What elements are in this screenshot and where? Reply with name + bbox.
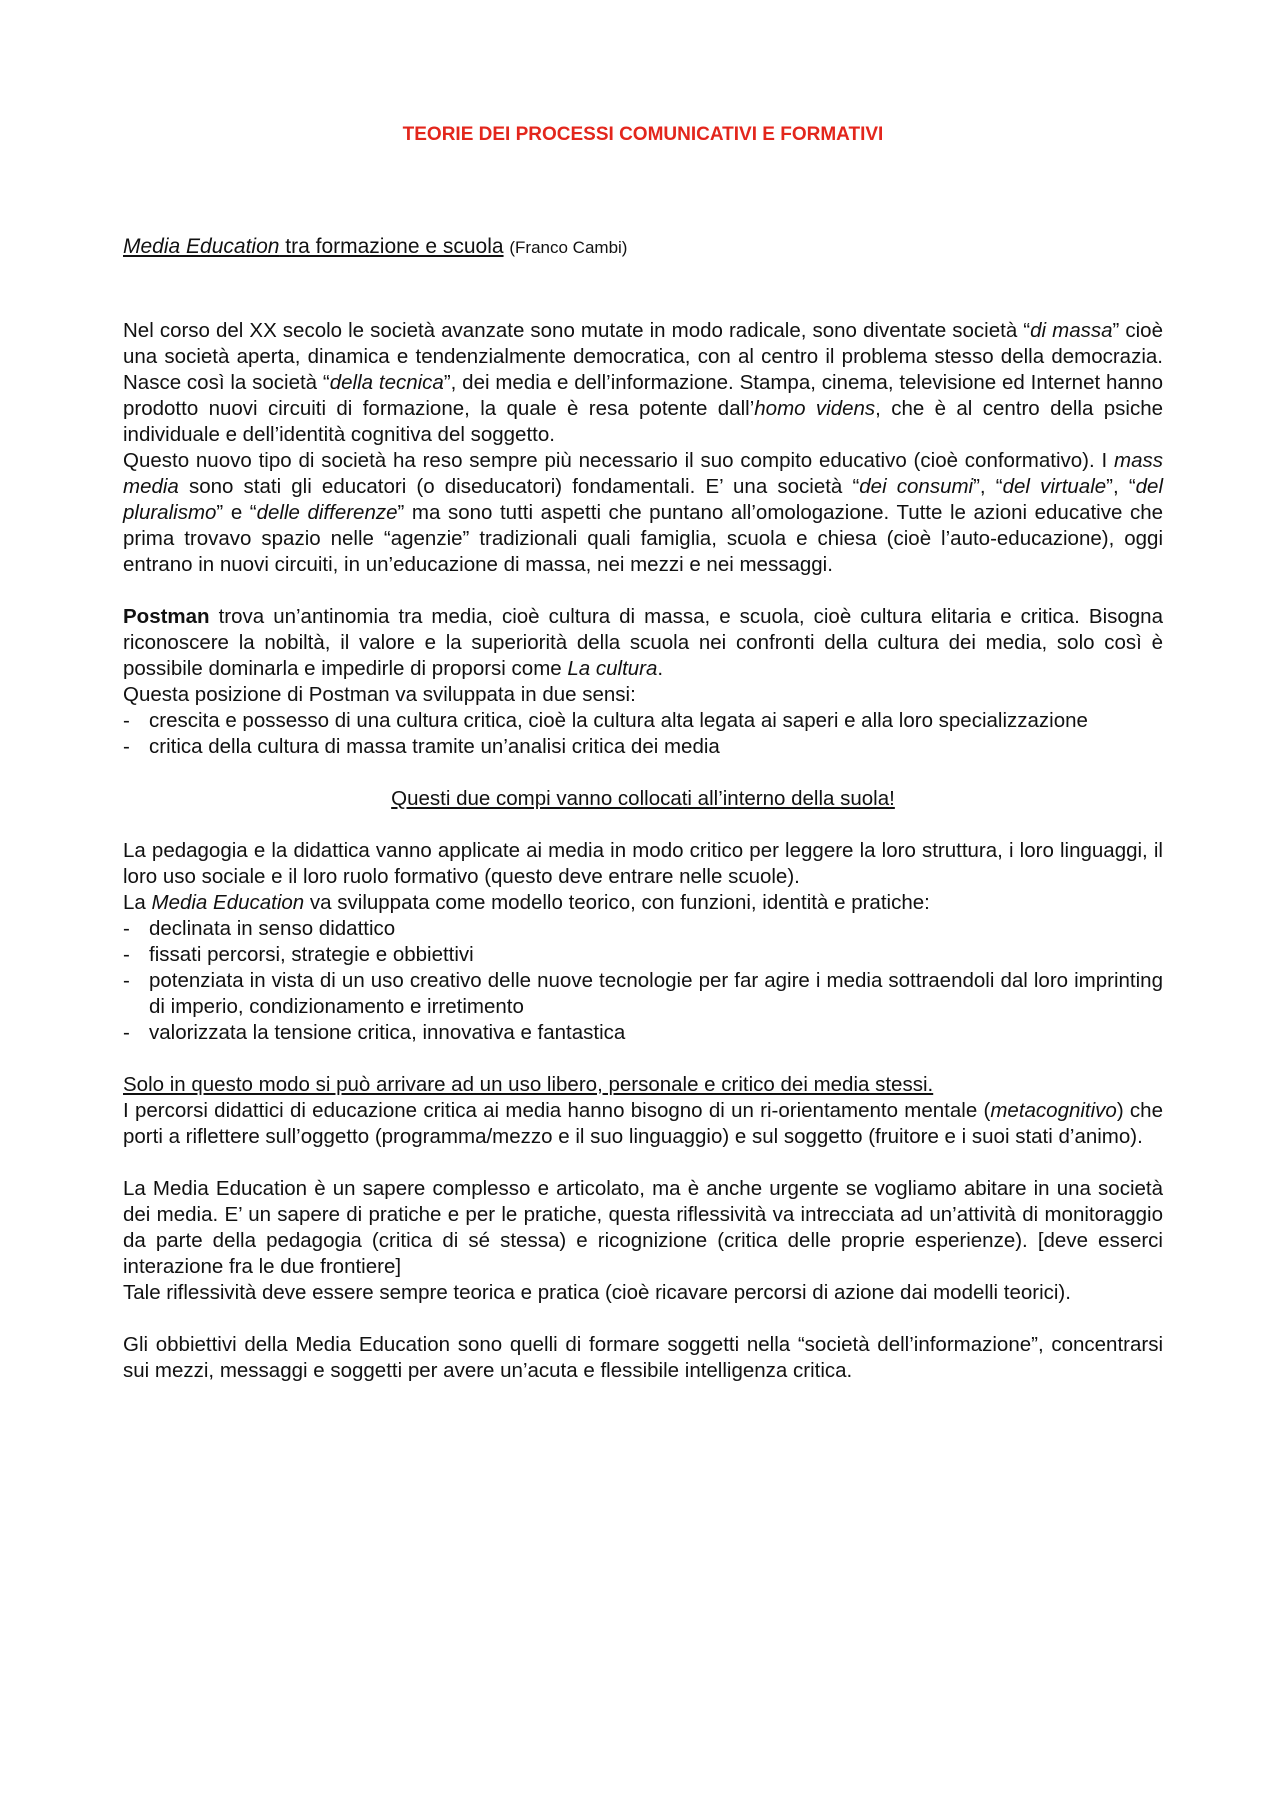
- paragraph-8: [123, 1098, 1163, 1150]
- list-1: [123, 708, 1163, 760]
- paragraph-7: [123, 1072, 1163, 1098]
- p6-text: va sviluppata come modello teorico, con funzioni, identità e pratiche:: [304, 891, 930, 914]
- p8-text: ) che porti a riflettere sull’oggetto (programma/mezzo e il suo linguaggio) e sul soggetto (fruitore e i suoi stati d’animo).: [123, 1099, 1163, 1148]
- document-title: TEORIE DEI PROCESSI COMUNICATIVI E FORMATIVI: [402, 124, 884, 145]
- p2-text: sono stati gli educatori (o diseducatori) fondamentali. E’ una società “: [178, 475, 860, 498]
- section-author: (Franco Cambi): [509, 238, 628, 257]
- p2-emphasis: dei consumi: [859, 475, 974, 498]
- paragraph-4: Questa posizione di Postman va sviluppata in due sensi:: [123, 683, 636, 706]
- p1-text: Nel corso del XX secolo le società avanzate sono mutate in modo radicale, sono diventate società “: [123, 319, 1031, 342]
- p2-emphasis: delle differenze: [256, 501, 398, 524]
- paragraph-2: [123, 448, 1163, 578]
- list-2: [123, 916, 1163, 1046]
- paragraph-5: La pedagogia e la didattica vanno applicate ai media in modo critico per leggere la loro struttura, i loro linguaggi, il loro uso sociale e il loro ruolo formativo (questo deve entrare nelle scuole).: [123, 839, 1163, 888]
- p2-text: ”, “: [1106, 475, 1136, 498]
- p2-text: ”, “: [973, 475, 1003, 498]
- p2-emphasis: del pluralismo: [123, 475, 1164, 524]
- p2-text: ” e “: [216, 501, 257, 524]
- p1-emphasis: di massa: [1030, 319, 1113, 342]
- list-item: - declinata in senso didattico: [123, 916, 1163, 942]
- paragraph-10: Tale riflessività deve essere sempre teorica e pratica (cioè ricavare percorsi di azione dai modelli teorici).: [123, 1281, 1071, 1304]
- list-item: - potenziata in vista di un uso creativo delle nuove tecnologie per far agire i media sottraendoli dal loro imprinting di imperio, condizionamento e irretimento: [123, 968, 1163, 1020]
- paragraph-9: La Media Education è un sapere complesso e articolato, ma è anche urgente se vogliamo abitare in una società dei media. E’ un sapere di pratiche e per le pratiche, questa riflessività va intrecciata ad un’attività di monitoraggio da parte della pedagogia (critica di sé stessa) e ricognizione (critica delle proprie esperienze). [deve esserci interazione fra le due frontiere]: [123, 1177, 1163, 1278]
- section-title-italic: Media Education: [123, 235, 280, 258]
- p3-emphasis: La cultura: [567, 657, 658, 680]
- p1-text: , che è al centro della psiche individuale e dell’identità cognitiva del soggetto.: [123, 397, 1163, 446]
- p6-text: La: [123, 891, 152, 914]
- p8-emphasis: metacognitivo: [990, 1099, 1117, 1122]
- centered-note: Questi due compi vanno collocati all’interno della suola!: [391, 787, 895, 810]
- p2-emphasis: del virtuale: [1002, 475, 1107, 498]
- list-item: - crescita e possesso di una cultura critica, cioè la cultura alta legata ai saperi e alla loro specializzazione: [123, 708, 1163, 734]
- p6-emphasis: Media Education: [151, 891, 305, 914]
- paragraph-6: [123, 890, 1163, 916]
- list-item: - valorizzata la tensione critica, innovativa e fantastica: [123, 1020, 1163, 1046]
- p1-emphasis: della tecnica: [329, 371, 444, 394]
- paragraph-11: Gli obbiettivi della Media Education sono quelli di formare soggetti nella “società dell’informazione”, concentrarsi sui mezzi, messaggi e soggetti per avere un’acuta e flessibile intelligenza critica.: [123, 1333, 1163, 1382]
- p2-text: ” ma sono tutti aspetti che puntano all’omologazione. Tutte le azioni educative che prima trovavo spazio nelle “agenzie” tradizionali quali famiglia, scuola e chiesa (cioè l’auto-educazione), oggi entrano in nuovi circuiti, in un’educazione di massa, nei mezzi e nei messaggi.: [123, 501, 1163, 576]
- p3-bold-name: Postman: [123, 605, 210, 628]
- list-item: - fissati percorsi, strategie e obbiettivi: [123, 942, 1163, 968]
- p7-underlined: Solo in questo modo si può arrivare ad un uso libero, personale e critico dei media stessi.: [123, 1073, 934, 1096]
- paragraph-1: [123, 318, 1163, 448]
- section-title: [123, 234, 1163, 261]
- section-title-rest: tra formazione e scuola: [279, 235, 504, 258]
- list-item: - critica della cultura di massa tramite un’analisi critica dei media: [123, 734, 1163, 760]
- p2-emphasis: mass media: [123, 449, 1163, 498]
- p1-text: ”, dei media e dell’informazione. Stampa, cinema, televisione ed Internet hanno prodotto nuovi circuiti di formazione, la quale è resa potente dall’: [123, 371, 1163, 420]
- p1-text: ” cioè una società aperta, dinamica e tendenzialmente democratica, con al centro il problema stesso della democrazia. Nasce così la società “: [123, 319, 1163, 394]
- p1-emphasis: homo videns: [754, 397, 876, 420]
- p2-text: Questo nuovo tipo di società ha reso sempre più necessario il suo compito educativo (cioè conformativo). I: [123, 449, 1115, 472]
- p3-text: .: [657, 657, 664, 680]
- section-title-main: [123, 235, 504, 258]
- p3-text: trova un’antinomia tra media, cioè cultura di massa, e scuola, cioè cultura elitaria e critica. Bisogna riconoscere la nobiltà, il valore e la superiorità della scuola nei confronti della cultura dei media, solo così è possibile dominarla e impedirle di proporsi come: [123, 605, 1163, 680]
- document-content: [123, 122, 1163, 1384]
- p8-text: I percorsi didattici di educazione critica ai media hanno bisogno di un ri-orientamento mentale (: [123, 1099, 991, 1122]
- paragraph-3: [123, 604, 1163, 682]
